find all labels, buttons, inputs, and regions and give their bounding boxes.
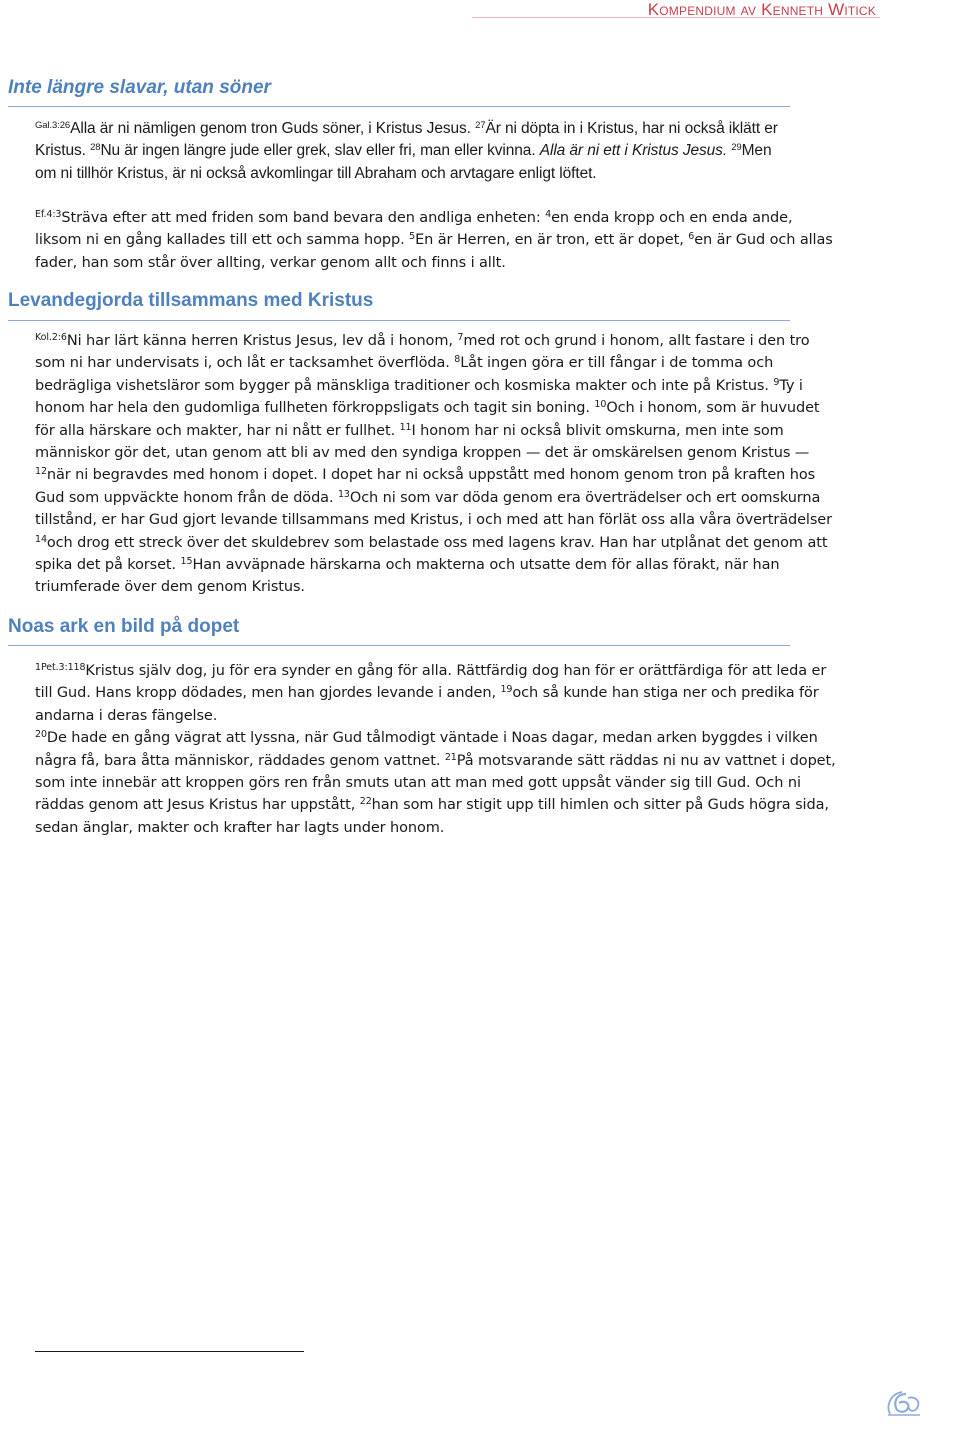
section-heading-ark: Noas ark en bild på dopet xyxy=(8,616,240,637)
verse-text: räddas genom att Jesus Kristus har uppstått, xyxy=(35,797,360,814)
verse-text: för alla härskare och makter, har ni nått er fullhet. xyxy=(35,422,400,439)
verse-text: triumferade över dem genom Kristus. xyxy=(35,579,305,596)
verse-text: Alla är ni nämligen genom tron Guds söner, i Kristus Jesus. xyxy=(70,120,476,137)
verse-paragraph-gal xyxy=(35,118,915,185)
verse-text: en är Gud och allas xyxy=(694,232,833,249)
verse-text: En är Herren, en är tron, ett är dopet, xyxy=(415,232,689,249)
text-line xyxy=(35,163,915,185)
verse-paragraph-pet xyxy=(35,660,915,839)
text-line xyxy=(35,727,915,749)
verse-text: Är ni döpta in i Kristus, har ni också iklätt er xyxy=(485,120,778,137)
text-line xyxy=(35,375,915,397)
verse-number: 29 xyxy=(731,142,742,154)
verse-text: Och i honom, som är huvudet xyxy=(606,400,820,417)
scripture-reference: Gal.3:26 xyxy=(35,119,71,131)
text-line xyxy=(35,252,915,274)
verse-text: människor gör det, utan genom att bli av med den syndiga kroppen — det är omskärelsen genom Kristus — xyxy=(35,445,810,462)
text-line xyxy=(35,576,915,598)
verse-text: en enda kropp och en enda ande, xyxy=(551,210,793,226)
text-line xyxy=(35,464,915,486)
emphasis-text: Alla är ni ett i Kristus Jesus. xyxy=(539,142,728,160)
verse-number: 18 xyxy=(73,661,86,673)
verse-text: De hade en gång vägrat att lyssna, när Gud tålmodigt väntade i Noas dagar, medan arken byggdes i vilken xyxy=(46,730,818,747)
verse-text: Men xyxy=(741,142,772,160)
verse-text: till Gud. Hans kropp dödades, men han gjordes levande i anden, xyxy=(35,685,501,702)
verse-text: om ni tillhör Kristus, är ni också avkomlingar till Abraham och arvtagare enligt löftet. xyxy=(35,164,597,182)
verse-paragraph-ef xyxy=(35,207,915,274)
verse-number: 27 xyxy=(475,119,486,131)
verse-number: 10 xyxy=(594,399,607,410)
verse-number: 11 xyxy=(399,421,412,433)
verse-number: 21 xyxy=(444,751,457,763)
text-line xyxy=(35,817,915,839)
verse-text: bedrägliga vishetsläror som bygger på mänskliga traditioner och kosmiska makter och inte på Kristus. xyxy=(35,377,774,394)
text-line xyxy=(35,442,915,464)
verse-number: 4 xyxy=(545,208,552,220)
verse-text: när ni begravdes med honom i dopet. I dopet har ni också uppstått med honom genom tron på kraften hos xyxy=(46,467,816,484)
text-line xyxy=(35,487,915,509)
text-line xyxy=(35,660,915,682)
verse-number: 9 xyxy=(773,376,780,388)
footnote-separator xyxy=(35,1351,304,1352)
text-line xyxy=(35,509,915,531)
verse-text: några få, bara åtta människor, räddades genom vattnet. xyxy=(35,752,445,769)
verse-text: Han avväpnade härskarna och makterna och utsatte dem för allas förakt, när han xyxy=(192,557,780,574)
verse-text: liksom ni en gång kallades till ett och samma hopp. xyxy=(35,232,410,249)
verse-number: 15 xyxy=(180,555,193,567)
verse-text: spika det på korset. xyxy=(35,557,181,574)
text-line xyxy=(35,772,915,794)
verse-text: På motsvarande sätt räddas ni nu av vattnet i dopet, xyxy=(456,752,836,769)
running-header: Kompendium av Kenneth Witick xyxy=(647,0,876,19)
verse-number: 22 xyxy=(359,796,372,808)
text-line xyxy=(35,420,915,442)
text-line xyxy=(35,705,915,727)
verse-text: honom har hela den gudomliga fullheten förkroppsligats och tagit sin boning. xyxy=(35,400,595,417)
verse-text: Låt ingen göra er till fångar i de tomma och xyxy=(460,355,774,372)
verse-number: 19 xyxy=(500,684,513,696)
text-line xyxy=(35,352,915,374)
text-line xyxy=(35,207,915,229)
text-line xyxy=(35,118,915,140)
verse-paragraph-kol xyxy=(35,330,915,599)
verse-text: Nu är ingen längre jude eller grek, slav eller fri, man eller kvinna. xyxy=(100,142,540,160)
section-heading-slaves: Inte längre slavar, utan söner xyxy=(8,77,271,98)
verse-number: 14 xyxy=(35,533,47,545)
verse-text: och drog ett streck över det skuldebrev som belastade oss med lagens krav. Han har utplånat det genom att xyxy=(46,534,828,551)
text-line xyxy=(35,330,915,352)
text-line xyxy=(35,750,915,772)
section-rule xyxy=(8,106,790,107)
verse-number: 8 xyxy=(454,354,461,366)
verse-text: han som har stigit upp till himlen och sitter på Guds högra sida, xyxy=(371,797,829,814)
verse-text: Kristus själv dog, ju för era synder en gång för alla. Rättfärdig dog han för er orättfärdiga för att leda er xyxy=(85,663,827,679)
verse-number: 7 xyxy=(457,331,464,343)
verse-text: Ni har lärt känna herren Kristus Jesus, lev då i honom, xyxy=(66,333,458,349)
verse-text: och så kunde han stiga ner och predika för xyxy=(512,685,819,702)
verse-text: tillstånd, er har Gud gjort levande tillsammans med Kristus, i och med att han förlät oss alla våra överträdelser xyxy=(35,512,832,529)
section-rule xyxy=(8,320,790,321)
verse-text: Kristus. xyxy=(35,142,91,160)
scripture-reference: 1Pet.3: xyxy=(35,661,68,673)
verse-text: Och ni som var döda genom era överträdelser och ert oomskurna xyxy=(349,489,821,506)
verse-text: andarna i deras fängelse. xyxy=(35,707,218,724)
scripture-reference: Ef.4:3 xyxy=(35,208,62,220)
verse-number: 28 xyxy=(90,142,101,154)
section-heading-alive: Levandegjorda tillsammans med Kristus xyxy=(8,290,374,311)
text-line xyxy=(35,140,915,162)
verse-number: 5 xyxy=(409,231,416,243)
scripture-reference: Kol.2:6 xyxy=(35,331,67,343)
verse-text: Sträva efter att med friden som band bevara den andliga enheten: xyxy=(61,210,546,226)
verse-number: 13 xyxy=(337,488,350,500)
text-line xyxy=(35,794,915,816)
verse-text: Ty i xyxy=(779,377,803,394)
verse-number: 1 xyxy=(67,661,74,673)
text-line xyxy=(35,532,915,554)
text-line xyxy=(35,397,915,419)
verse-text: Gud som uppväckte honom från de döda. xyxy=(35,489,338,506)
verse-text: fader, han som står över allting, verkar genom allt och finns i allt. xyxy=(35,254,506,271)
verse-text: som ni har undervisats i, och låt er tacksamhet överflöda. xyxy=(35,355,455,372)
verse-text: med rot och grund i honom, allt fastare i den tro xyxy=(463,333,810,349)
section-rule xyxy=(8,645,790,646)
verse-number: 12 xyxy=(35,466,47,478)
text-line xyxy=(35,554,915,576)
verse-text: som inte innebär att kroppen görs ren från smuts utan att man med gott uppsåt vänder sig till Gud. Och ni xyxy=(35,775,801,792)
text-line xyxy=(35,682,915,704)
verse-text: sedan änglar, makter och krafter har lagts under honom. xyxy=(35,819,445,836)
verse-number: 6 xyxy=(688,231,695,243)
page-number-6-icon xyxy=(884,1388,924,1418)
text-line xyxy=(35,229,915,251)
verse-text: I honom har ni också blivit omskurna, men inte som xyxy=(411,422,784,439)
verse-number: 20 xyxy=(35,729,47,740)
